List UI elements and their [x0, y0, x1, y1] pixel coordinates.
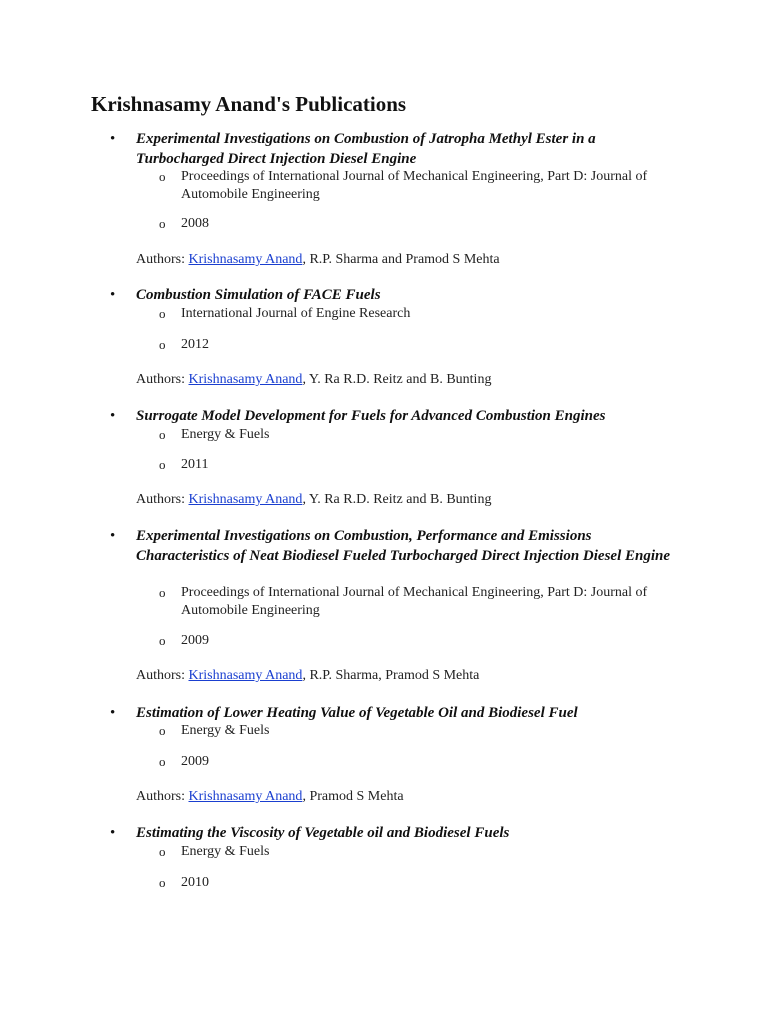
author-link[interactable]: Krishnasamy Anand [188, 789, 303, 804]
authors-prefix: Authors: [136, 372, 185, 387]
circle-bullet-icon: o [159, 337, 166, 352]
coauthors: , Y. Ra R.D. Reitz and B. Bunting [302, 492, 492, 507]
publication-authors [136, 491, 491, 509]
circle-bullet-icon: o [159, 169, 166, 184]
authors-prefix: Authors: [136, 492, 185, 507]
circle-bullet-icon: o [159, 585, 166, 600]
publication-venue: International Journal of Engine Research [181, 306, 411, 321]
publication-title: Experimental Investigations on Combustion of Jatropha Methyl Ester in a Turbocharged Direct Injection Diesel Engine [136, 131, 596, 167]
circle-bullet-icon: o [159, 306, 166, 321]
circle-bullet-icon: o [159, 216, 166, 231]
authors-prefix: Authors: [136, 252, 185, 267]
publication-year: 2009 [181, 754, 209, 769]
publication-title: Estimating the Viscosity of Vegetable oil and Biodiesel Fuels [136, 825, 510, 841]
circle-bullet-icon: o [159, 457, 166, 472]
publication-year: 2012 [181, 337, 209, 352]
circle-bullet-icon: o [159, 754, 166, 769]
publication-year: 2008 [181, 216, 209, 231]
circle-bullet-icon: o [159, 633, 166, 648]
bullet-icon: • [110, 528, 116, 544]
circle-bullet-icon: o [159, 427, 166, 442]
coauthors: , R.P. Sharma and Pramod S Mehta [302, 252, 500, 267]
circle-bullet-icon: o [159, 875, 166, 890]
coauthors: , Pramod S Mehta [302, 789, 404, 804]
publication-venue: Energy & Fuels [181, 723, 270, 738]
bullet-icon: • [110, 825, 116, 841]
publication-authors [136, 251, 500, 269]
circle-bullet-icon: o [159, 844, 166, 859]
author-link[interactable]: Krishnasamy Anand [188, 492, 303, 507]
publication-year: 2011 [181, 457, 209, 472]
publication-venue: Proceedings of International Journal of Mechanical Engineering, Part D: Journal of Automobile Engineering [181, 169, 648, 202]
publication-title: Combustion Simulation of FACE Fuels [136, 287, 381, 303]
bullet-icon: • [110, 131, 116, 147]
publication-authors [136, 371, 491, 389]
bullet-icon: • [110, 408, 116, 424]
publication-title: Experimental Investigations on Combustion, Performance and Emissions Characteristics of Neat Biodiesel Fueled Turbocharged Direct Injection Diesel Engine [136, 528, 671, 564]
bullet-icon: • [110, 705, 116, 721]
publication-authors [136, 667, 479, 685]
coauthors: , R.P. Sharma, Pramod S Mehta [302, 668, 480, 683]
author-link[interactable]: Krishnasamy Anand [188, 252, 303, 267]
publication-authors [136, 788, 404, 806]
publication-venue: Energy & Fuels [181, 844, 270, 859]
publication-title: Surrogate Model Development for Fuels for Advanced Combustion Engines [136, 408, 606, 424]
authors-prefix: Authors: [136, 789, 185, 804]
bullet-icon: • [110, 287, 116, 303]
publication-year: 2009 [181, 633, 209, 648]
publication-venue: Energy & Fuels [181, 427, 270, 442]
coauthors: , Y. Ra R.D. Reitz and B. Bunting [302, 372, 492, 387]
circle-bullet-icon: o [159, 723, 166, 738]
author-link[interactable]: Krishnasamy Anand [188, 372, 303, 387]
publication-title: Estimation of Lower Heating Value of Vegetable Oil and Biodiesel Fuel [136, 705, 578, 721]
publication-venue: Proceedings of International Journal of Mechanical Engineering, Part D: Journal of Automobile Engineering [181, 585, 648, 618]
publication-year: 2010 [181, 875, 209, 890]
author-link[interactable]: Krishnasamy Anand [188, 668, 303, 683]
authors-prefix: Authors: [136, 668, 185, 683]
page-title: Krishnasamy Anand's Publications [91, 92, 407, 116]
